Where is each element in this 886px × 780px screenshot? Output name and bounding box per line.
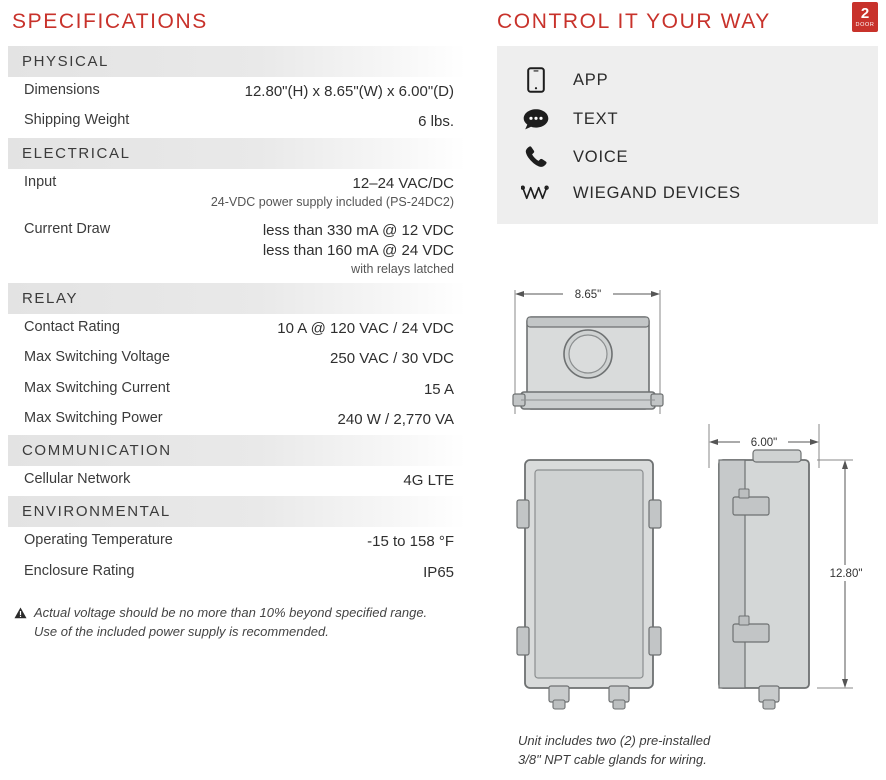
door-count-badge <box>852 2 878 32</box>
warning-triangle-icon <box>14 606 27 625</box>
spec-row <box>8 466 466 496</box>
spec-value-group <box>163 410 454 430</box>
door-count-number: 2 <box>860 4 870 22</box>
door-count-caption: DOOR <box>855 21 875 28</box>
mobile-phone-icon <box>521 67 551 93</box>
footnote-text <box>34 604 427 642</box>
control-methods-panel <box>497 46 878 224</box>
footnote-line-1: Actual voltage should be no more than 10% beyond specified range. <box>34 604 428 620</box>
control-method-label: APP <box>573 70 609 89</box>
control-column <box>497 0 878 224</box>
group-header-communication: COMMUNICATION <box>8 435 466 466</box>
spec-row <box>8 216 466 283</box>
spec-label: Operating Temperature <box>24 532 173 549</box>
diagram-caption <box>518 732 848 770</box>
dimension-depth-label: 6.00" <box>750 437 778 449</box>
spec-value-secondary: less than 160 mA @ 24 VDC <box>262 241 454 259</box>
spec-value-group <box>134 563 454 583</box>
spec-value: less than 330 mA @ 12 VDC <box>262 221 454 239</box>
control-method-label: TEXT <box>573 109 619 128</box>
spec-value-group <box>130 471 454 491</box>
group-header-physical: PHYSICAL <box>8 46 466 77</box>
spec-value: 15 A <box>423 380 454 398</box>
spec-row <box>8 77 466 107</box>
footnote-line-2: Use of the included power supply is recommended. <box>34 623 329 639</box>
spec-label: Contact Rating <box>24 319 120 335</box>
spec-label: Max Switching Current <box>24 379 170 396</box>
spec-value-group <box>56 174 454 211</box>
diagram-caption-line-1: Unit includes two (2) pre-installed <box>518 733 711 748</box>
spec-row <box>8 344 466 374</box>
control-method-label: WIEGAND DEVICES <box>573 183 741 202</box>
control-method-voice <box>497 138 878 176</box>
group-header-environmental: ENVIRONMENTAL <box>8 496 466 527</box>
spec-row <box>8 375 466 405</box>
spec-value: -15 to 158 °F <box>367 533 454 551</box>
spec-label: Enclosure Rating <box>24 562 135 579</box>
spec-value-note: with relays latched <box>351 262 454 277</box>
spec-value: 250 VAC / 30 VDC <box>330 350 454 368</box>
spec-value-group <box>100 82 454 102</box>
spec-value-group <box>173 532 454 552</box>
spec-label: Shipping Weight <box>24 112 130 129</box>
specifications-column <box>8 0 466 641</box>
spec-row <box>8 107 466 137</box>
spec-row <box>8 169 466 216</box>
speech-bubble-icon <box>521 107 551 131</box>
page-title-specifications: SPECIFICATIONS <box>12 10 208 33</box>
spec-value-group <box>110 221 454 278</box>
spec-value: 10 A @ 120 VAC / 24 VDC <box>277 320 454 337</box>
diagram-caption-line-2: 3/8" NPT cable glands for wiring. <box>518 751 707 767</box>
control-method-wiegand <box>497 176 878 210</box>
control-method-app <box>497 60 878 100</box>
phone-handset-icon <box>521 145 551 169</box>
spec-label: Max Switching Power <box>24 409 163 426</box>
spec-value-note: 24-VDC power supply included (PS-24DC2) <box>210 194 454 209</box>
spec-label: Max Switching Voltage <box>24 349 170 366</box>
spec-label: Cellular Network <box>24 471 131 487</box>
spec-label: Input <box>24 173 57 190</box>
spec-value-group <box>129 112 454 132</box>
spec-row <box>8 558 466 588</box>
spec-value: 12–24 VAC/DC <box>352 174 454 192</box>
spec-label: Current Draw <box>24 220 111 237</box>
wiegand-wave-icon <box>521 183 551 203</box>
spec-value: IP65 <box>423 563 454 581</box>
spec-value: 4G LTE <box>403 472 454 489</box>
spec-value-group <box>170 349 454 369</box>
control-method-text <box>497 100 878 138</box>
page-title-control: CONTROL IT YOUR WAY <box>497 10 771 33</box>
spec-value-group <box>170 380 454 400</box>
product-dimension-diagram <box>497 272 882 722</box>
spec-value: 12.80"(H) x 8.65"(W) x 6.00"(D) <box>244 83 454 100</box>
spec-value: 240 W / 2,770 VA <box>337 410 454 428</box>
spec-label: Dimensions <box>24 82 100 98</box>
spec-value-group <box>120 319 454 339</box>
dimension-width-label: 8.65" <box>574 289 602 301</box>
spec-row <box>8 527 466 557</box>
dimension-height-label: 12.80" <box>829 568 863 580</box>
group-header-relay: RELAY <box>8 283 466 314</box>
footnote <box>14 604 460 642</box>
spec-value: 6 lbs. <box>418 113 454 131</box>
spec-row <box>8 314 466 344</box>
control-method-label: VOICE <box>573 147 629 166</box>
group-header-electrical: ELECTRICAL <box>8 138 466 169</box>
spec-row <box>8 405 466 435</box>
